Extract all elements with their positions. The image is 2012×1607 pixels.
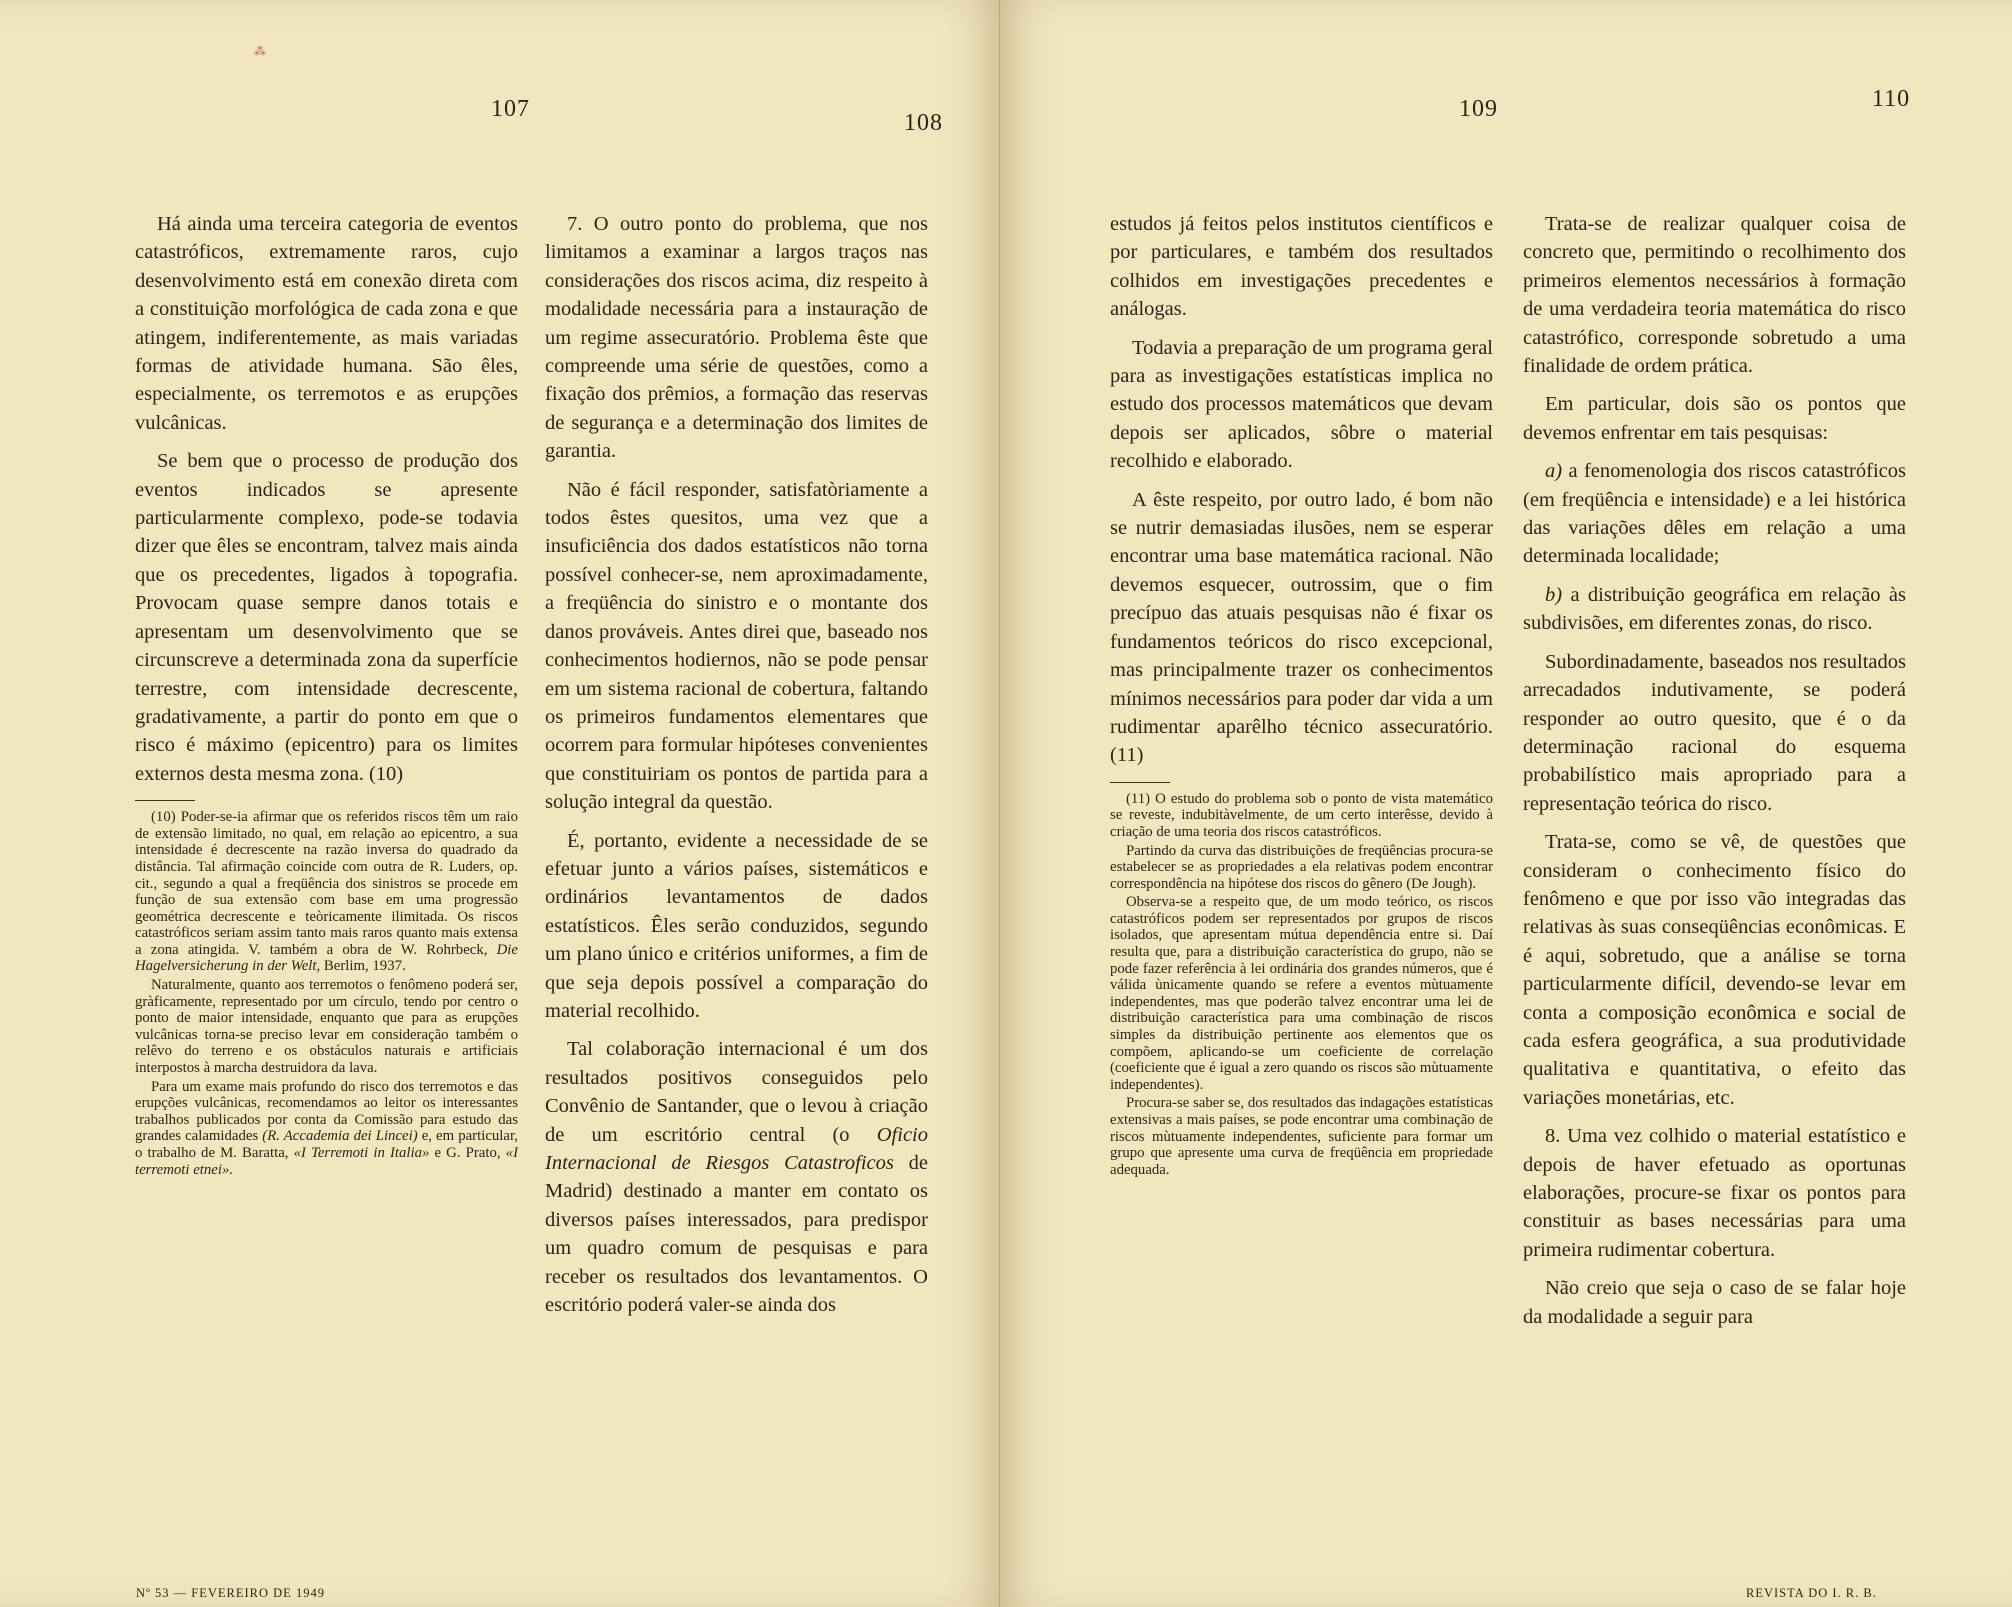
- paragraph: Em particular, dois são os pontos que devemos enfrentar em tais pesquisas:: [1523, 393, 1906, 444]
- paragraph: Subordinadamente, baseados nos resultados arrecadados indutivamente, se poderá responder ao outro quesito, que é o da determinação racional do esquema probabilístico mais apropriado para a representação teórica do risco.: [1523, 650, 1906, 815]
- paragraph: A êste respeito, por outro lado, é bom não se nutrir demasiadas ilusões, nem se esperar encontrar uma base matemática racional. Não devemos esquecer, outrossim, que o fim precípuo das atuais pesquisas não é fixar os fundamentos teóricos do risco excepcional, mas principalmente trazer os conhecimentos mínimos necessários para poder dar vida a um rudimentar aparêlho técnico assecuratório. (11): [1110, 488, 1493, 767]
- right-page: [1000, 0, 2012, 1607]
- paragraph: Trata-se, como se vê, de questões que consideram o conhecimento físico do fenômeno e que por isso vão integradas das relativas às suas conseqüências econômicas. E é aqui, sobretudo, que a análise se torna particularmente difícil, devendo-se levar em conta a composição econômica e social de cada esfera geográfica, a sua produtividade qualitativa e quantitativa, o efeito das variações monetárias, etc.: [1523, 831, 1906, 1109]
- paragraph: Tal colaboração internacional é um dos resultados positivos conseguidos pelo Convênio de Santander, que o levou à criação de um escritório central (o Oficio Internacional de Riesgos Catastroficos de Madrid) destinado a manter em contato os diversos países interessados, para predispor um quadro comum de pesquisas e para receber os resultados dos levantamentos. O escritório poderá valer-se ainda dos: [545, 1038, 928, 1317]
- footnotes-p109: [1110, 791, 1493, 1179]
- paragraph: Não é fácil responder, satisfatòriamente a todos êstes quesitos, uma vez que a insuficiência dos dados estatísticos não torna possível conhecer-se, nem aproximadamente, a freqüência do sinistro e o montante dos danos prováveis. Antes direi que, baseado nos conhecimentos hodiernos, não se pode pensar em um sistema racional de cobertura, faltando os primeiros fundamentos elementares que ocorrem para formular hipóteses convenientes que constituiriam os pontos de partida para a solução integral da questão.: [545, 478, 928, 814]
- paragraph: Não creio que seja o caso de se falar hoje da modalidade a seguir para: [1523, 1277, 1906, 1328]
- paragraph: É, portanto, evidente a necessidade de se efetuar junto a vários países, sistemáticos e ordinários levantamentos de dados estatísticos. Êles serão conduzidos, segundo um plano único e critérios uniformes, a fim de que seja depois possível a comparação do material recolhido.: [545, 829, 928, 1022]
- paragraph: 7. O outro ponto do problema, que nos limitamos a examinar a largos traços nas considerações dos riscos acima, diz respeito à modalidade necessária para a instauração de um regime assecuratório. Problema êste que compreende uma série de questões, como a fixação dos prêmios, a formação das reservas de segurança e a determinação dos limites de garantia.: [545, 213, 928, 463]
- footnote-paragraph: Partindo da curva das distribuições de freqüências procura-se estabelecer se as propriedades a ela relativas podem encontrar correspondência na hipótese dos riscos do gênero (De Jough).: [1110, 842, 1493, 892]
- list-item-a: a) a fenomenologia dos riscos catastróficos (em freqüência e intensidade) e a lei histórica das variações dêles em relação a uma determinada localidade;: [1523, 460, 1906, 568]
- footer-issue: Nº 53 — FEVEREIRO DE 1949: [136, 1586, 325, 1600]
- footnote-11: (11) O estudo do problema sob o ponto de vista matemático se reveste, indubitàvelmente, de um certo interêsse, devido à criação de uma teoria dos riscos catastróficos.: [1110, 790, 1493, 840]
- left-page: [0, 0, 1000, 1607]
- paragraph: Há ainda uma terceira categoria de eventos catastróficos, extremamente raros, cujo desenvolvimento está em conexão direta com a constituição morfológica de cada zona e que atingem, indiferentemente, as mais variadas formas de atividade humana. São êles, especialmente, os terremotos e as erupções vulcânicas.: [135, 213, 518, 434]
- column-p108: [545, 210, 928, 1329]
- footnote-rule: [1110, 782, 1170, 783]
- page-number-109: 109: [1459, 96, 1498, 122]
- footnote-paragraph: Naturalmente, quanto aos terremotos o fenômeno poderá ser, gràficamente, representado por um círculo, tendo por centro o ponto de maior intensidade, enquanto que para as erupções vulcânicas torna-se preciso levar em consideração também o relêvo do terreno e os obstáculos naturais e artificiais interpostos à marcha destruidora da lava.: [135, 977, 518, 1077]
- footnote-rule: [135, 800, 195, 801]
- footnote-paragraph: Procura-se saber se, dos resultados das indagações estatísticas extensivas a mais países, se pode encontrar uma combinação de riscos mùtuamente independentes, suficiente para formar um grupo que apresente uma curva de freqüência em propriedade adequada.: [1110, 1095, 1493, 1178]
- ink-mark: ⁂: [254, 44, 266, 58]
- page-number-107: 107: [491, 96, 530, 122]
- paragraph: Trata-se de realizar qualquer coisa de concreto que, permitindo o recolhimento dos primeiros elementos necessários à formação de uma verdadeira teoria matemática do risco catastrófico, corresponde sobretudo a uma finalidade de ordem prática.: [1523, 213, 1906, 378]
- page-number-110: 110: [1872, 86, 1911, 112]
- list-item-b: b) a distribuição geográfica em relação às subdivisões, em diferentes zonas, do risco.: [1523, 583, 1906, 635]
- paragraph: estudos já feitos pelos institutos científicos e por particulares, e também dos resultados colhidos em investigações precedentes e análogas.: [1110, 213, 1493, 321]
- footnote-paragraph: Observa-se a respeito que, de um modo teórico, os riscos catastróficos podem ser representados por grupos de riscos isolados, que apresentam mútua dependência entre si. Daí resulta que, para a distribuição característica do grupo, não se pode fazer referência à lei ordinária dos grandes números, que é válida ùnicamente quando se refere a eventos mùtuamente independentes, mas que poderão talvez encontrar uma lei de distribuição característica para uma combinação de riscos simples da distribuição pertinente aos elementos que os compõem, aplicando-se um coeficiente de correlação (coeficiente que é igual a zero quando os riscos são mùtuamente independentes).: [1110, 894, 1493, 1093]
- footnote-paragraph: Para um exame mais profundo do risco dos terremotos e das erupções vulcânicas, recomendamos ao leitor os interessantes trabalhos publicados por conta da Comissão para estudo das grandes calamidades (R. Accademia dei Lincei) e, em particular, o trabalho de M. Baratta, «I Terremoti in Italia» e G. Prato, «I terremoti etnei».: [135, 1078, 518, 1178]
- footnote-10: (10) Poder-se-ia afirmar que os referidos riscos têm um raio de extensão limitado, no qual, em relação ao epicentro, a sua intensidade é decrescente na razão inversa do quadrado da distância. Tal afirmação coincide com outra de R. Luders, op. cit., segundo a qual a freqüência dos sinistros se procede em função de sua extensão com base em uma progressão geométrica decrescente e teòricamente ilimitada. Os riscos catastróficos seriam assim tanto mais raros quanto mais extensa a zona atingida. V. também a obra de W. Rohrbeck, Die Hagelversicherung in der Welt, Berlim, 1937.: [135, 809, 518, 975]
- paragraph: 8. Uma vez colhido o material estatístico e depois de haver efetuado as oportunas elaborações, procure-se fixar os pontos para constituir as bases necessárias para uma primeira rudimentar cobertura.: [1523, 1125, 1906, 1261]
- paragraph: Todavia a preparação de um programa geral para as investigações estatísticas implica no estudo dos processos matemáticos que devam depois ser aplicados, sôbre o material recolhido e elaborado.: [1110, 336, 1493, 473]
- page-number-108: 108: [904, 110, 943, 136]
- column-p110: [1523, 210, 1906, 1341]
- column-p107: [135, 210, 518, 1180]
- footer-journal: REVISTA DO I. R. B.: [1746, 1586, 1877, 1600]
- footnotes-p107: [135, 809, 518, 1178]
- column-p109: [1110, 210, 1493, 1180]
- paragraph: Se bem que o processo de produção dos eventos indicados se apresente particularmente complexo, pode-se todavia dizer que êles se encontram, talvez mais ainda que os precedentes, ligados à topografia. Provocam quase sempre danos totais e apresentam um desenvolvimento que se circunscreve a determinada zona da superfície terrestre, com intensidade decrescente, gradativamente, a partir do ponto em que o risco é máximo (epicentro) para os limites externos desta mesma zona. (10): [135, 450, 518, 785]
